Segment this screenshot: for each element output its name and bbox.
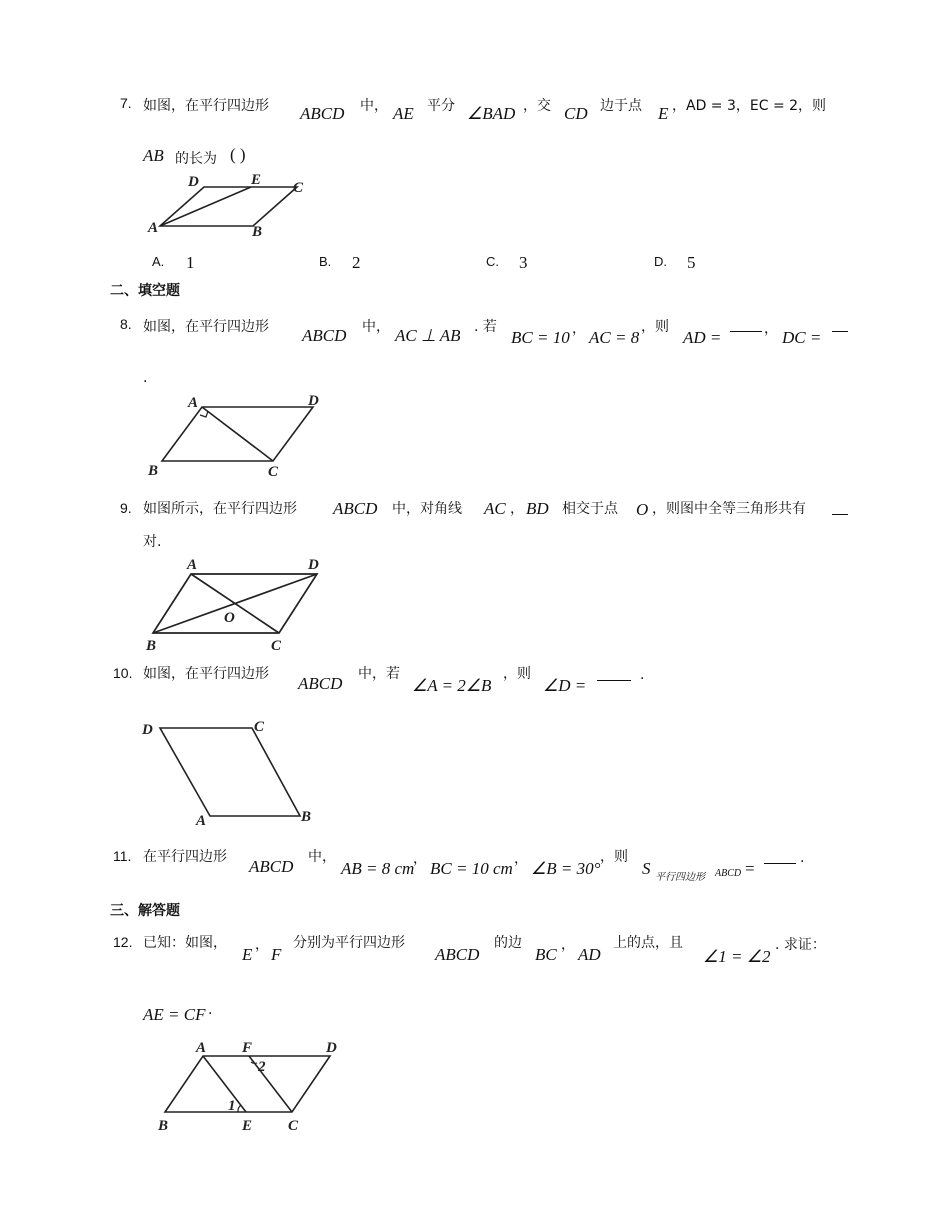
- q12-math-angles: ∠1 = ∠2: [703, 947, 771, 966]
- q11-math-s: S: [642, 859, 651, 878]
- q11-math-bc: BC = 10 cm: [430, 859, 513, 878]
- q8-text-3: . 若: [474, 319, 497, 335]
- q10-math-abcd: ABCD: [298, 674, 343, 693]
- q7-option-c-value[interactable]: 3: [519, 253, 528, 272]
- q12-label-c: C: [288, 1118, 299, 1134]
- q12-label-angle-2: 2: [258, 1059, 266, 1075]
- q9-number: 9.: [120, 500, 132, 516]
- q9-blank[interactable]: [832, 513, 848, 515]
- q8-label-c: C: [268, 464, 279, 480]
- q12-text-5: . 求证：: [775, 937, 826, 953]
- q12-label-a: A: [196, 1040, 207, 1056]
- q8-math-perp: AC ⊥ AB: [395, 326, 461, 345]
- q12-math-bc: BC: [535, 945, 557, 964]
- q10-math-angle: ∠A = 2∠B: [412, 676, 492, 695]
- q12-period: .: [208, 1002, 213, 1018]
- q8-blank-dc[interactable]: [832, 330, 848, 332]
- q7-option-a-letter[interactable]: A.: [152, 254, 165, 269]
- q7-stem-seg-5: ∠BAD: [467, 104, 516, 123]
- q10-text-2: 中，若: [358, 666, 400, 682]
- q12-math-f: F: [271, 945, 282, 964]
- q9-text-1: 如图所示，在平行四边形: [143, 501, 297, 517]
- q9-label-o: O: [224, 610, 235, 626]
- q7-option-b-value[interactable]: 2: [352, 253, 361, 272]
- q7-stem-seg-2: 中，: [360, 98, 388, 114]
- q12-label-f: F: [242, 1040, 253, 1056]
- q11-number: 11.: [113, 848, 132, 864]
- q9-math-ac: AC: [484, 499, 506, 518]
- q11-blank[interactable]: [764, 862, 796, 864]
- q10-number: 10.: [113, 665, 133, 681]
- q7-stem-seg-4: 平分: [427, 98, 455, 114]
- q11-math-b: ∠B = 30°: [531, 859, 601, 878]
- q8-blank-ad[interactable]: [730, 330, 762, 332]
- q10-label-d: D: [142, 722, 153, 738]
- q7-option-c-letter[interactable]: C.: [486, 254, 499, 269]
- q10-text-3: ，则: [503, 666, 531, 682]
- q9-label-d: D: [308, 557, 319, 573]
- q7-stem-seg-1: ABCD: [300, 104, 345, 123]
- q10-text-1: 如图，在平行四边形: [143, 666, 269, 682]
- q10-label-b: B: [301, 809, 312, 825]
- q9-text-5: 对.: [143, 534, 162, 550]
- q7-option-d-value[interactable]: 5: [687, 253, 696, 272]
- q11-math-abcd: ABCD: [249, 857, 294, 876]
- q7-label-e: E: [251, 172, 262, 188]
- q11-sub-cn: 平行四边形: [655, 872, 705, 883]
- q8-math-ad: AD =: [683, 328, 722, 347]
- q8-number: 8.: [120, 316, 132, 332]
- q8-text-1: 如图，在平行四边形: [143, 319, 269, 335]
- q8-comma-1: ，: [572, 321, 586, 337]
- q9-math-bd: BD: [526, 499, 549, 518]
- q10-label-a: A: [196, 813, 207, 829]
- q12-comma-2: ，: [561, 937, 575, 953]
- q9-math-abcd: ABCD: [333, 499, 378, 518]
- q9-label-b: B: [146, 638, 157, 654]
- q7-stem-seg-7: CD: [564, 104, 588, 123]
- q11-text-3: ，则: [600, 849, 628, 865]
- q7-paren: ( ): [230, 145, 246, 164]
- q7-label-a: A: [148, 220, 159, 236]
- q7-stem-line2: 的长为: [175, 151, 217, 167]
- q8-math-ac: AC = 8: [589, 328, 640, 347]
- q12-math-ad: AD: [578, 945, 601, 964]
- q7-stem-seg-10: ，AD = 3，EC = 2，则: [672, 98, 827, 114]
- q12-text-4: 上的点，且: [613, 935, 683, 951]
- q9-figure: [140, 552, 340, 652]
- q7-stem-seg-6: ，交: [523, 98, 551, 114]
- q8-figure: [140, 388, 340, 480]
- q7-option-b-letter[interactable]: B.: [319, 254, 332, 269]
- q7-stem-seg-3: AE: [393, 104, 414, 123]
- q10-blank[interactable]: [597, 679, 631, 681]
- q11-end: .: [800, 850, 805, 866]
- q7-math-ab: AB: [143, 146, 164, 165]
- q12-figure: [140, 1030, 360, 1140]
- q9-text-4: ，则图中全等三角形共有: [652, 501, 806, 517]
- q8-end: .: [143, 370, 148, 386]
- q12-label-e: E: [242, 1118, 253, 1134]
- q11-comma-2: ，: [514, 851, 528, 867]
- q9-math-o: O: [636, 500, 649, 519]
- q7-label-b: B: [252, 224, 263, 240]
- q8-label-a: A: [188, 395, 199, 411]
- q9-comma: ，: [510, 501, 524, 517]
- q11-eq: =: [745, 859, 755, 878]
- q8-text-2: 中，: [362, 319, 390, 335]
- q8-math-dc: DC =: [782, 328, 822, 347]
- q12-text-3: 的边: [494, 935, 522, 951]
- q11-comma-1: ，: [413, 851, 427, 867]
- q7-label-c: C: [293, 180, 304, 196]
- q8-label-d: D: [308, 393, 319, 409]
- q12-comma-1: ，: [255, 937, 269, 953]
- q9-text-2: 中，对角线: [392, 501, 462, 517]
- q7-number: 7.: [120, 95, 132, 111]
- section-fill-in-title: 二、填空题: [110, 283, 180, 299]
- q7-option-d-letter[interactable]: D.: [654, 254, 667, 269]
- q12-label-d: D: [326, 1040, 337, 1056]
- q7-figure: [140, 170, 320, 242]
- section-answer-title: 三、解答题: [110, 903, 180, 919]
- q8-comma-2: ，: [764, 321, 778, 337]
- q9-label-a: A: [187, 557, 198, 573]
- q12-label-b: B: [158, 1118, 169, 1134]
- q7-stem-seg-0: 如图，在平行四边形: [143, 98, 269, 114]
- q8-text-4: ，则: [641, 319, 669, 335]
- q8-math-abcd: ABCD: [302, 326, 347, 345]
- q7-stem-seg-9: E: [658, 104, 669, 123]
- q8-math-bc: BC = 10: [511, 328, 570, 347]
- q10-math-d: ∠D =: [543, 676, 587, 695]
- q9-label-c: C: [271, 638, 282, 654]
- q11-text-2: 中，: [308, 849, 336, 865]
- q12-text-2: 分别为平行四边形: [293, 935, 405, 951]
- q12-math-conclusion: AE = CF: [143, 1005, 206, 1024]
- q8-label-b: B: [148, 463, 159, 479]
- q12-label-angle-1: 1: [228, 1098, 236, 1114]
- q9-text-3: 相交于点: [562, 501, 618, 517]
- q7-stem-seg-8: 边于点: [600, 98, 642, 114]
- q11-sub-abcd: ABCD: [715, 868, 742, 879]
- q12-math-abcd: ABCD: [435, 945, 480, 964]
- q12-text-1: 已知：如图，: [143, 935, 227, 951]
- q7-label-d: D: [188, 174, 199, 190]
- q10-figure: [140, 712, 340, 832]
- q10-end: .: [640, 667, 645, 683]
- q11-text-1: 在平行四边形: [143, 849, 227, 865]
- q12-math-e: E: [242, 945, 253, 964]
- q10-label-c: C: [254, 719, 265, 735]
- q11-math-ab: AB = 8 cm: [341, 859, 415, 878]
- q7-option-a-value[interactable]: 1: [186, 253, 195, 272]
- q12-number: 12.: [113, 934, 133, 950]
